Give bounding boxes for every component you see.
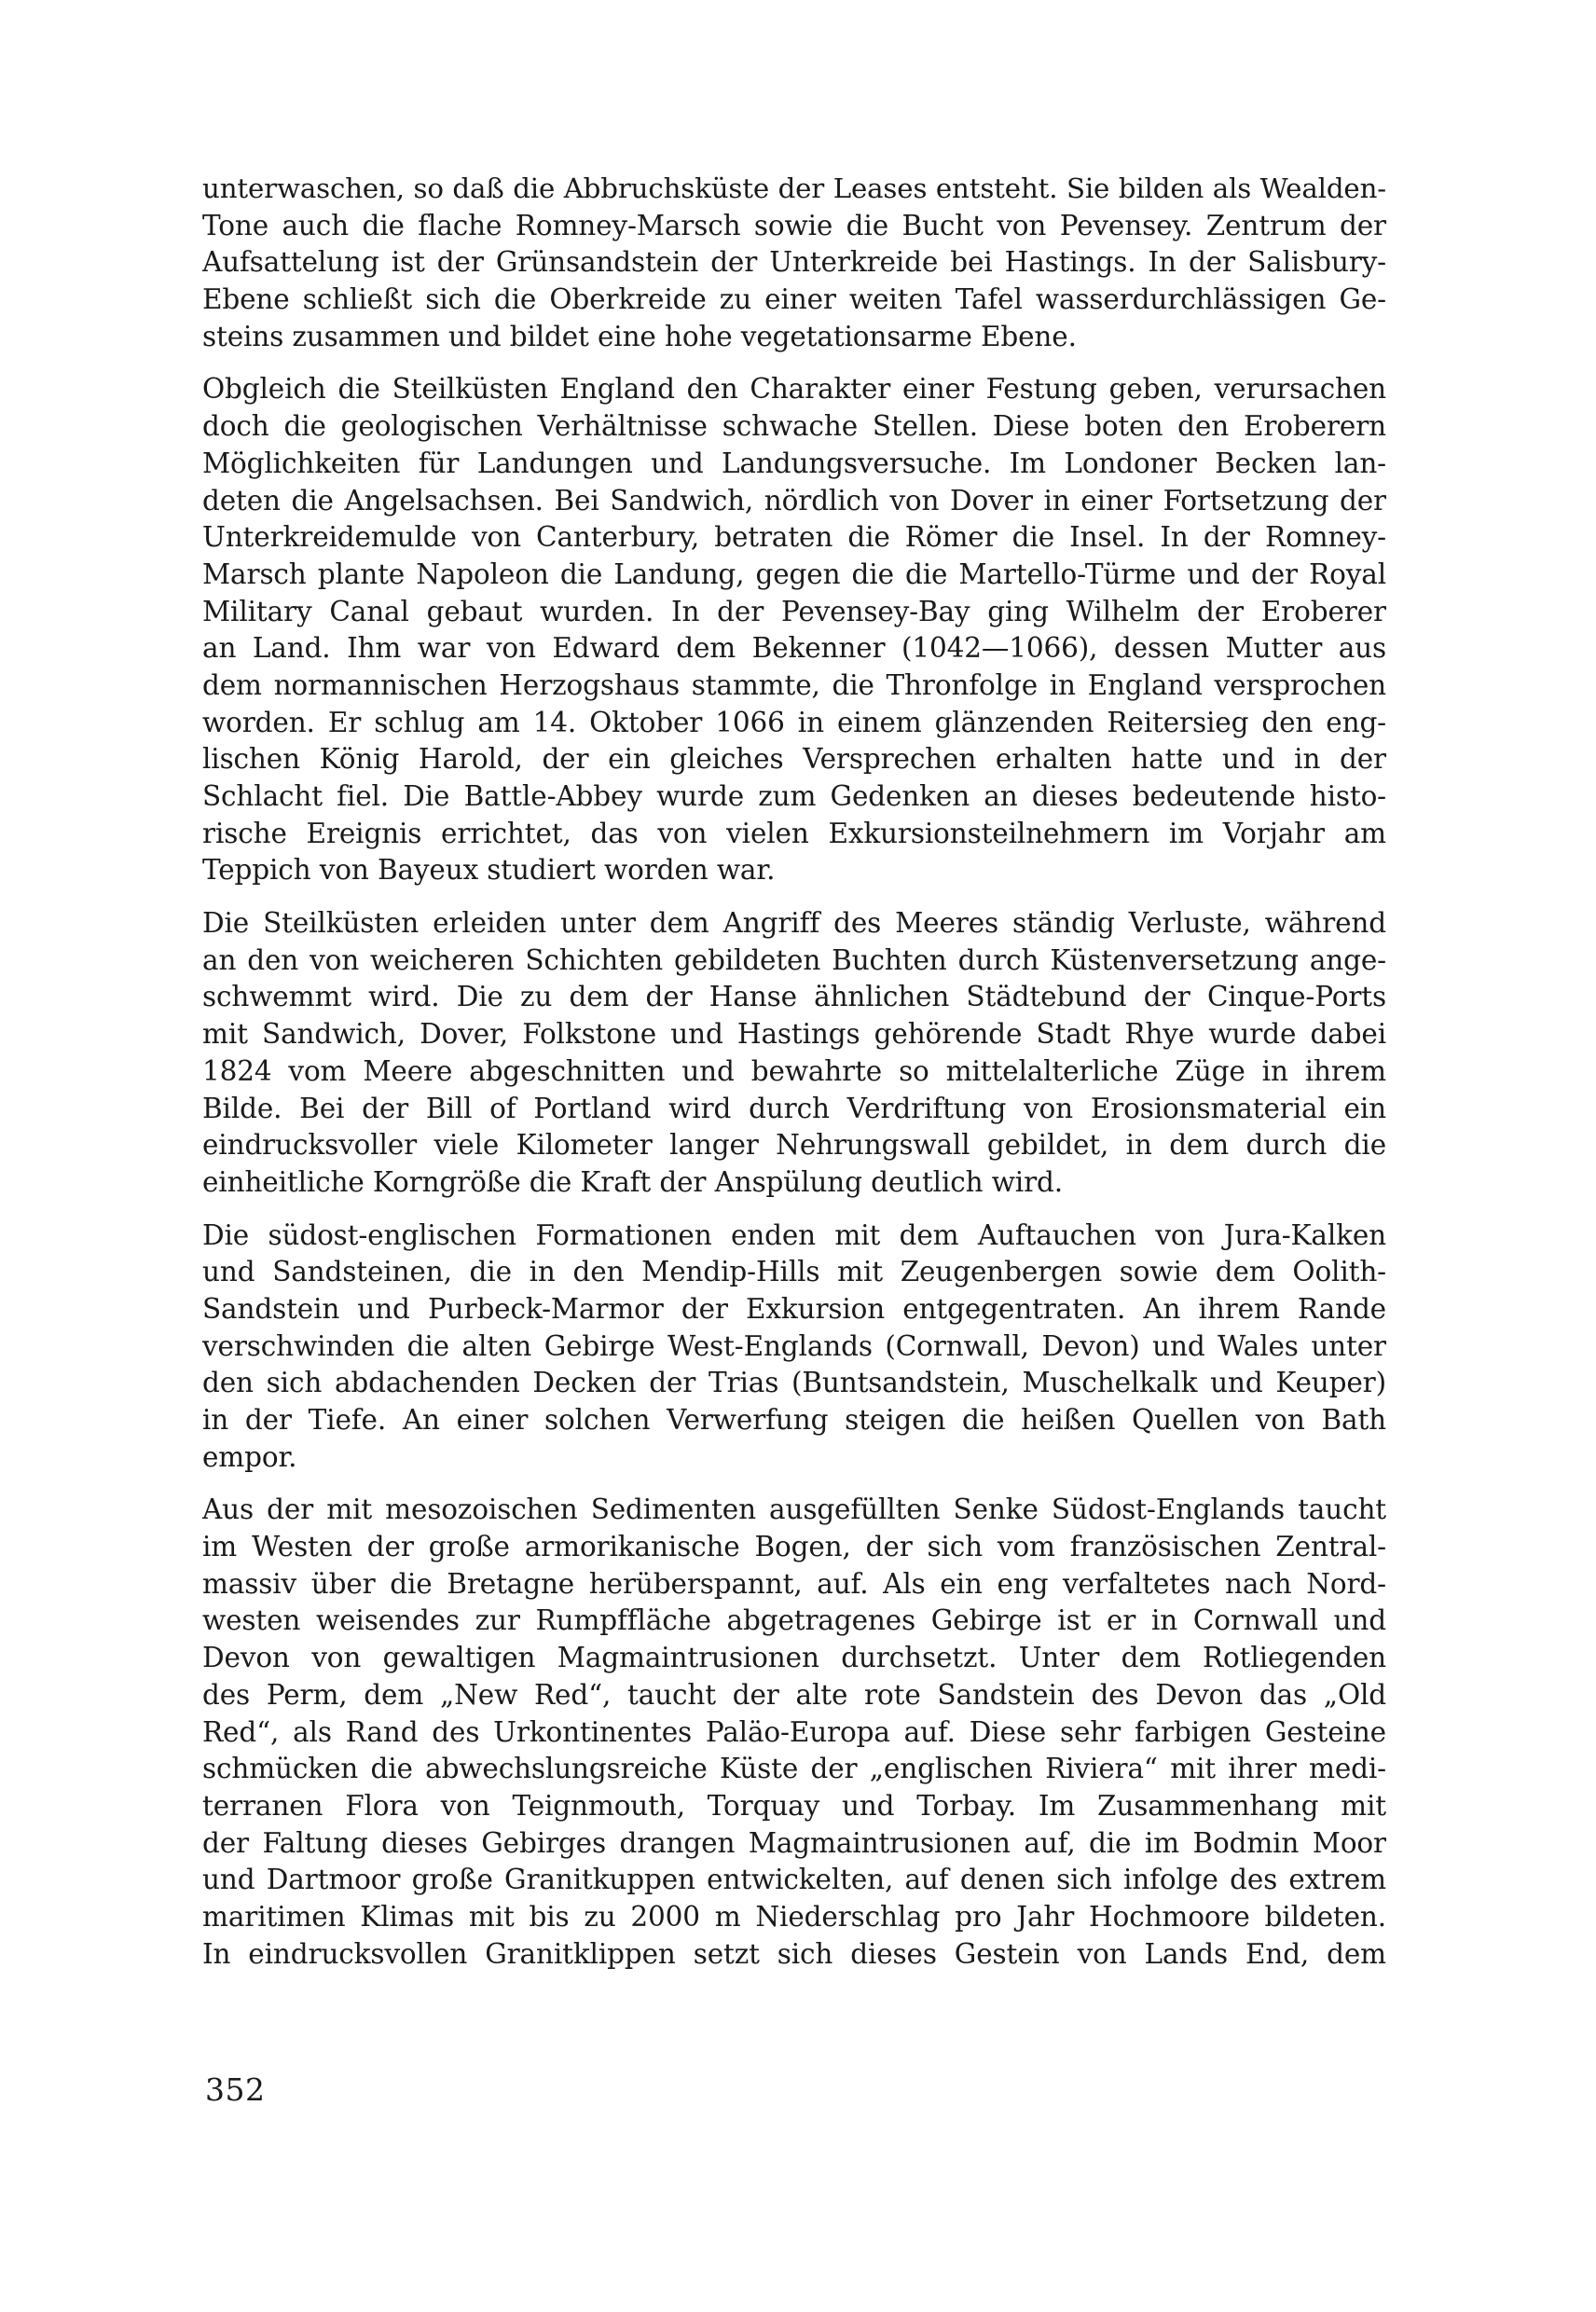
text-line: Sandstein und Purbeck-Marmor der Exkursion entgegentraten. An ihrem Rande [202,1292,1386,1325]
text-line: empor. [202,1440,297,1473]
text-line: schmücken die abwechslungsreiche Küste der „englischen Riviera“ mit ihrer medi- [202,1753,1386,1785]
text-line: steins zusammen und bildet eine hohe vegetationsarme Ebene. [202,320,1077,352]
text-line: lischen König Harold, der ein gleiches Versprechen erhalten hatte und in der [202,743,1386,776]
text-line: unterwaschen, so daß die Abbruchsküste der Leases entsteht. Sie bilden als Wealden- [202,172,1386,204]
text-line: Red“, als Rand des Urkontinentes Paläo-Europa auf. Diese sehr farbigen Gesteine [202,1715,1386,1748]
text-line: einheitliche Korngröße die Kraft der Anspülung deutlich wird. [202,1165,1063,1198]
text-line: doch die geologischen Verhältnisse schwache Stellen. Diese boten den Eroberern [202,410,1386,443]
paragraph [202,171,1386,355]
text-line: den sich abdachenden Decken der Trias (Buntsandstein, Muschelkalk und Keuper) [202,1367,1386,1399]
text-line: schwemmt wird. Die zu dem der Hanse ähnlichen Städtebund der Cinque-Ports [202,981,1386,1013]
text-line: an den von weicheren Schichten gebildeten Buchten durch Küstenversetzung ange- [202,943,1386,976]
text-line: In eindrucksvollen Granitklippen setzt sich dieses Gestein von Lands End, dem [202,1937,1386,1970]
text-line: maritimen Klimas mit bis zu 2000 m Niederschlag pro Jahr Hochmoore bildeten. [202,1900,1386,1933]
text-line: Teppich von Bayeux studiert worden war. [202,854,776,887]
page-number: 352 [205,2071,266,2108]
text-line: Military Canal gebaut wurden. In der Pevensey-Bay ging Wilhelm der Eroberer [202,595,1386,627]
text-line: westen weisendes zur Rumpffläche abgetragenes Gebirge ist er in Cornwall und [202,1604,1386,1637]
text-line: der Faltung dieses Gebirges drangen Magmaintrusionen auf, die im Bodmin Moor [202,1826,1386,1859]
paragraph [202,1218,1386,1477]
text-line: verschwinden die alten Gebirge West-Englands (Cornwall, Devon) und Wales unter [202,1329,1386,1362]
body-text [202,171,1386,1989]
text-line: im Westen der große armorikanische Bogen, der sich vom französischen Zentral- [202,1531,1386,1563]
text-line: worden. Er schlug am 14. Oktober 1066 in einem glänzenden Reitersieg den eng- [202,706,1386,738]
text-line: des Perm, dem „New Red“, taucht der alte rote Sandstein des Devon das „Old [202,1678,1386,1711]
paragraph [202,1492,1386,1973]
text-line: Ebene schließt sich die Oberkreide zu einer weiten Tafel wasserdurchlässigen Ge- [202,283,1386,316]
text-line: und Dartmoor große Granitkuppen entwickelten, auf denen sich infolge des extrem [202,1864,1386,1896]
text-line: Bilde. Bei der Bill of Portland wird durch Verdriftung von Erosionsmaterial ein [202,1092,1386,1124]
text-line: terranen Flora von Teignmouth, Torquay und Torbay. Im Zusammenhang mit [202,1789,1386,1822]
text-line: massiv über die Bretagne herüberspannt, auf. Als ein eng verfaltetes nach Nord- [202,1567,1386,1600]
paragraph [202,371,1386,889]
text-line: Marsch plante Napoleon die Landung, gegen die die Martello-Türme und der Royal [202,557,1386,590]
text-line: Die südost-englischen Formationen enden mit dem Auftauchen von Jura-Kalken [202,1218,1386,1251]
text-line: Devon von gewaltigen Magmaintrusionen durchsetzt. Unter dem Rotliegenden [202,1642,1386,1674]
text-line: mit Sandwich, Dover, Folkstone und Hastings gehörende Stadt Rhye wurde dabei [202,1018,1386,1051]
text-line: und Sandsteinen, die in den Mendip-Hills mit Zeugenbergen sowie dem Oolith- [202,1256,1386,1288]
text-line: an Land. Ihm war von Edward dem Bekenner (1042—1066), dessen Mutter aus [202,632,1386,665]
paragraph [202,905,1386,1202]
text-line: Schlacht fiel. Die Battle-Abbey wurde zum Gedenken an dieses bedeutende histo- [202,780,1386,812]
text-line: eindrucksvoller viele Kilometer langer Nehrungswall gebildet, in dem durch die [202,1129,1386,1162]
text-line: deten die Angelsachsen. Bei Sandwich, nördlich von Dover in einer Fortsetzung der [202,484,1386,516]
text-line: in der Tiefe. An einer solchen Verwerfung steigen die heißen Quellen von Bath [202,1404,1386,1436]
text-line: Unterkreidemulde von Canterbury, betraten die Römer die Insel. In der Romney- [202,521,1386,554]
text-line: Möglichkeiten für Landungen und Landungsversuche. Im Londoner Becken lan- [202,447,1386,479]
text-line: Die Steilküsten erleiden unter dem Angriff des Meeres ständig Verluste, während [202,907,1386,940]
text-line: Obgleich die Steilküsten England den Charakter einer Festung geben, verursachen [202,373,1386,406]
text-line: Aus der mit mesozoischen Sedimenten ausgefüllten Senke Südost-Englands taucht [202,1493,1386,1526]
text-line: rische Ereignis errichtet, das von vielen Exkursionsteilnehmern im Vorjahr am [202,817,1386,849]
text-line: Aufsattelung ist der Grünsandstein der Unterkreide bei Hastings. In der Salisbury- [202,246,1386,279]
text-line: 1824 vom Meere abgeschnitten und bewahrte so mittelalterliche Züge in ihrem [202,1054,1386,1087]
text-line: dem normannischen Herzogshaus stammte, die Thronfolge in England versprochen [202,668,1386,701]
text-line: Tone auch die flache Romney-Marsch sowie die Bucht von Pevensey. Zentrum der [202,209,1386,241]
